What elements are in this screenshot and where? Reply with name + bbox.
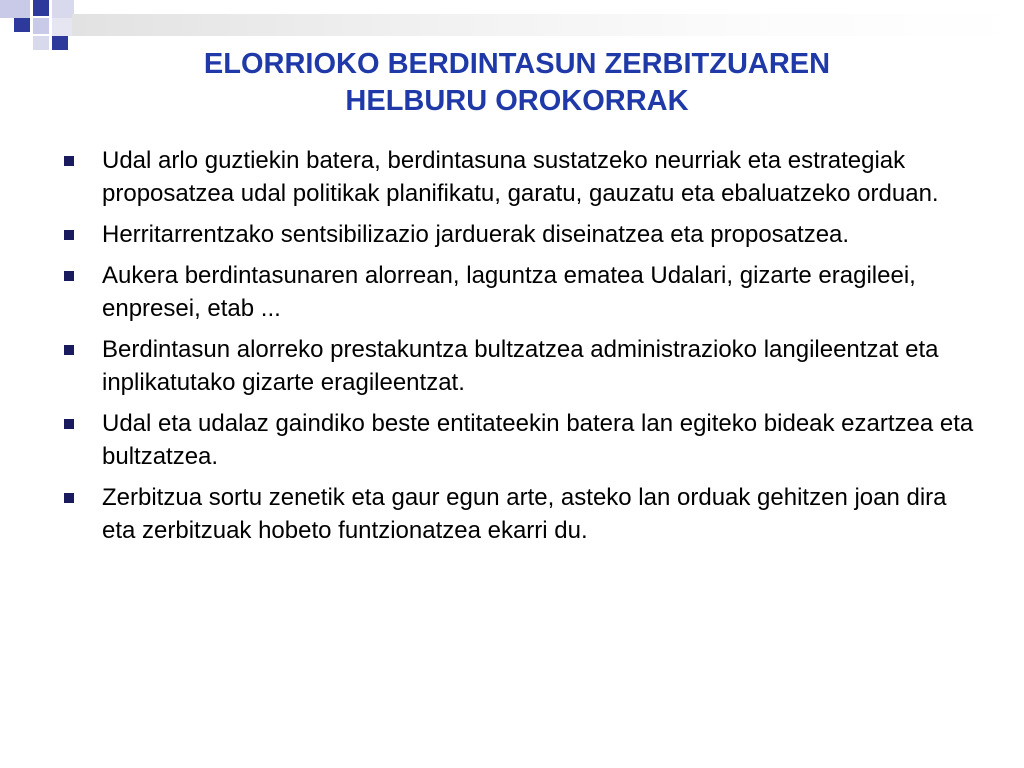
bullet-text: Aukera berdintasunaren alorrean, laguntza ematea Udalari, gizarte eragileei, enpresei, etab ... — [102, 262, 916, 322]
slide-title-line: HELBURU OROKORRAK — [345, 85, 689, 117]
square-bullet-icon — [64, 230, 74, 240]
decorative-square — [33, 0, 49, 16]
bullet-item — [64, 218, 984, 251]
decorative-square — [33, 18, 49, 34]
decorative-square — [14, 18, 30, 32]
bullet-text: Herritarrentzako sentsibilizazio jarduerak diseinatzea eta proposatzea. — [102, 221, 850, 248]
square-bullet-icon — [64, 345, 74, 355]
bullet-item — [64, 407, 984, 473]
header-gradient-bar — [72, 14, 1024, 36]
square-bullet-icon — [64, 156, 74, 166]
bullet-list — [64, 144, 984, 555]
bullet-text: Udal arlo guztiekin batera, berdintasuna sustatzeko neurriak eta estrategiak proposatzea udal politikak planifikatu, garatu, gauzatu eta ebaluatzeko orduan. — [102, 147, 939, 207]
bullet-text: Zerbitzua sortu zenetik eta gaur egun arte, asteko lan orduak gehitzen joan dira eta zerbitzuak hobeto funtzionatzea ekarri du. — [102, 484, 947, 544]
decorative-square — [52, 0, 74, 18]
bullet-item — [64, 144, 984, 210]
bullet-text: Berdintasun alorreko prestakuntza bultzatzea administrazioko langileentzat eta inplikatutako gizarte eragileentzat. — [102, 336, 939, 396]
bullet-item — [64, 259, 984, 325]
slide-title — [0, 46, 1024, 120]
bullet-item — [64, 333, 984, 399]
slide-title-line: ELORRIOKO BERDINTASUN ZERBITZUAREN — [203, 48, 831, 80]
square-bullet-icon — [64, 419, 74, 429]
bullet-item — [64, 481, 984, 547]
square-bullet-icon — [64, 271, 74, 281]
decorative-square — [52, 18, 74, 36]
square-bullet-icon — [64, 493, 74, 503]
decorative-square — [0, 0, 30, 18]
bullet-text: Udal eta udalaz gaindiko beste entitateekin batera lan egiteko bideak ezartzea eta bultzatzea. — [102, 410, 974, 470]
